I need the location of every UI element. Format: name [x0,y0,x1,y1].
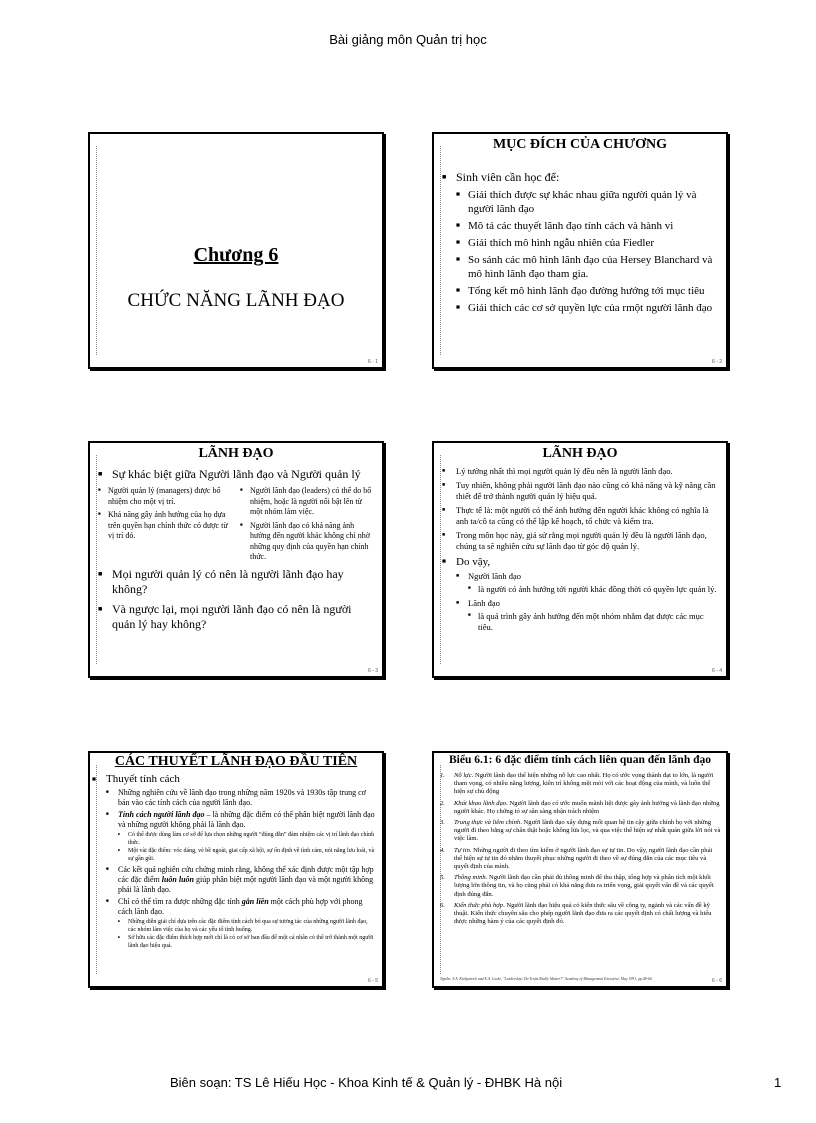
list-item [456,598,720,633]
item-term: Trung thực và liêm chính [454,819,521,827]
list-item: ■ Khả năng gây ảnh hưởng của họ dựa trên quyền hạn chính thức có được từ vị trí đó. [98,510,234,542]
slide-number: 6 - 2 [711,359,722,365]
list-item [440,847,722,872]
page-header: Bài giảng môn Quản trị học [329,32,487,47]
slide-3-title: LÃNH ĐẠO [198,446,274,461]
list-item [440,772,722,797]
list-item [106,897,377,950]
emphasis: luôn luôn [161,875,194,884]
emphasis: gắn liền [241,897,269,906]
list-item: ■ Thực tế là: một người có thể ảnh hưởng đến người khác không có nghĩa là anh ta/cô ta cũng có thể lập kế hoạch, tổ chức và kiểm tra. [442,505,720,527]
slide-1 [88,132,384,369]
slide-1-subtitle: CHỨC NĂNG LÃNH ĐẠO [127,290,345,311]
list-item: ■ Trong môn học này, giả sử rằng mọi người quản lý đều là người lãnh đạo, chúng ta sẽ nghiên cứu sự lãnh đạo từ góc độ quản lý. [442,530,720,552]
slide-2 [432,132,728,369]
list-item: ■ Giải thích mô hình ngẫu nhiên của Fiedler [456,236,720,250]
list-item: ■ Có thể được dùng làm cơ sở để lựa chọn những người “đúng đắn” đảm nhiệm các vị trí lãnh đạo chính thức. [118,831,377,847]
list-item: ■ Những nghiên cứu về lãnh đạo trong những năm 1920s và 1930s tập trung cơ bản vào các tính cách của người lãnh đạo. [106,788,377,808]
trait-term: Tính cách người lãnh đạo [118,810,205,819]
trait-def: – là những đặc điểm có thể phân biệt người lãnh đạo và những người không phải là lãnh đạo. [118,810,375,829]
list-item [440,902,722,927]
slide-3-point-2: ■ Mọi người quản lý có nên là người lãnh đạo hay không? [98,567,376,597]
slide-number: 6 - 4 [711,668,722,674]
list-item [440,800,722,816]
list-item [442,555,720,633]
slide-6-source: Nguồn: S.A. Kirkpatrick and E.A. Locke, "Leadership: Do Traits Really Matter?" Academy of Management Executive, May 1991, pp.48-60. [440,977,653,981]
item-text: . Những người đi theo tìm kiếm ở người lãnh đạo sự tự tin. Do vậy, người lãnh đạo cần phải thể hiện sự tự tin đó nhằm thuyết phục những người đi theo về sự đúng đắn của các mục tiêu và quyết định của mình. [454,846,713,871]
leader-label: Người lãnh đạo [468,571,522,581]
slide-4 [432,441,728,678]
item-term: Thông minh [454,874,486,882]
list-item: ■ Tuy nhiên, không phải người lãnh đạo nào cũng có khả năng và kỹ năng cần thiết để trở thành người quản lý hiệu quả. [442,480,720,502]
slide-3-point-1: ■ Sự khác biệt giữa Người lãnh đạo và Người quản lý [98,467,376,482]
list-item [440,874,722,899]
list-item: ■ Người lãnh đạo (leaders) có thể do bổ nhiệm, hoặc là người nổi bật lên từ một nhóm làm việc. [240,486,376,518]
item-number: 3. [440,819,445,827]
slide-3-point-3: ■ Và ngược lại, mọi người lãnh đạo có nên là người quản lý hay không? [98,602,376,632]
item-text: . Người lãnh đạo xây dựng mối quan hệ tin cậy giữa chính họ với những người đi theo bằng sự chân thật hoặc không lừa lọc, và qua việc thể hiện sự nhất quán giữa lời nói và việc làm. [454,819,721,843]
slide-5-theory: ■ Thuyết tính cách [92,773,377,786]
slide-5 [88,751,384,988]
item-term: Nỗ lực [454,772,472,779]
slide-number: 6 - 3 [367,668,378,674]
slide-number: 6 - 1 [367,359,378,365]
text: Chỉ có thể tìm ra được những đặc tính [118,897,242,906]
list-item: ■ Giải thích được sự khác nhau giữa người quản lý và người lãnh đạo [456,188,720,216]
slide-6 [432,751,728,988]
text: một cách phù hợp với phong cách lãnh đạo. [118,897,363,916]
list-item [106,810,377,863]
list-item: ■ Người lãnh đạo có khả năng ảnh hưởng đến người khác không chỉ nhờ những quy định của quyền hạn chính thức. [240,521,376,563]
slide-2-title: MỤC ĐÍCH CỦA CHƯƠNG [492,137,668,152]
item-term: Kiến thức phù hợp [454,901,504,909]
slide-6-title: Biểu 6.1: 6 đặc điểm tính cách liên quan đến lãnh đạo [449,754,711,766]
list-item [440,819,722,844]
item-term: Tự tin [454,846,470,854]
slide-number: 6 - 6 [711,978,722,984]
list-item: ■ Mô tả các thuyết lãnh đạo tính cách và hành vi [456,219,720,233]
slide-4-title: LÃNH ĐẠO [542,446,618,461]
slide-2-lead [442,170,720,315]
list-item: ■ Người quản lý (managers) được bổ nhiệm cho một vị trí. [98,486,234,507]
do-vay-text: Do vậy, [456,556,491,568]
slide-1-title: Chương 6 [193,244,279,266]
list-item: ■ là quá trình gây ảnh hưởng đến một nhóm nhằm đạt được các mục tiêu. [468,611,720,633]
item-text: . Người lãnh đạo có ước muốn mãnh liệt được gây ảnh hưởng và lãnh đạo những người khác. Họ chứng tỏ sự sẵn sàng nhận trách nhiệm [454,799,720,815]
list-item: ■ Lý tưởng nhất thì mọi người quản lý đều nên là người lãnh đạo. [442,466,720,477]
page-footer: Biên soạn: TS Lê Hiếu Học - Khoa Kinh tế & Quản lý - ĐHBK Hà nội [170,1075,563,1090]
item-text: . Người lãnh đạo thể hiện những nỗ lực cao nhất. Họ có ước vọng thành đạt to lớn, là người tham vọng, có nhiều năng lượng, kiên trì không mệt mỏi với các hoạt động của mình, và luôn thể hiện sự chủ động [454,772,714,796]
text: Các kết quả nghiên cứu chứng minh rằng, không thể xác định được một tập hợp các đặc điểm [118,865,374,884]
page-number: 1 [774,1075,782,1090]
item-number: 1. [440,772,445,779]
list-item [456,571,720,595]
item-text: . Người lãnh đạo cần phải đủ thông minh để thu thập, tổng hợp và phân tích một khối lượng lớn thông tin, và họ cũng phải có khả năng đưa ra triển vọng, giải quyết vấn đề và các quyết định đúng đắn. [454,874,714,898]
list-item: ■ So sánh các mô hình lãnh đạo của Hersey Blanchard và mô hình lãnh đạo tham gia. [456,253,720,281]
list-item: ■ Sở hữu các đặc điểm thích hợp mới chỉ là có cơ sở ban đầu để một cá nhân có thể trở thành một người lãnh đạo hiệu quả. [118,934,377,950]
item-number: 5. [440,874,445,882]
list-item: ■ là người có ảnh hưởng tới người khác đồng thời có quyền lực quản lý. [468,584,720,595]
slide-number: 6 - 5 [367,978,378,984]
lead-label: Lãnh đạo [468,598,500,608]
slide-5-title: CÁC THUYẾT LÃNH ĐẠO ĐẦU TIÊN [114,754,358,769]
list-item: ■ Tổng kết mô hình lãnh đạo đường hướng tới mục tiêu [456,284,720,298]
list-item: ■ Một vài đặc điểm: vóc dáng, vẻ bề ngoài, giai cấp xã hội, sự ổn định về tình cảm, nói năng lưu loát, và sự gần gũi. [118,847,377,863]
list-item: ■ Giải thích các cơ sở quyền lực của rmột người lãnh đạo [456,301,720,315]
text: giúp phân biệt một người lãnh đạo và một người không phải là lãnh đạo. [118,875,374,894]
item-number: 2. [440,799,445,807]
item-text: . Người lãnh đạo hiệu quả có kiến thức sâu về công ty, ngành và các vấn đề kỹ thuật. Kiến thức chuyên sâu cho phép người lãnh đạo đưa ra các quyết định có chất lượng và hiểu được những hàm ý của các quyết định đó. [454,901,712,926]
list-item [106,865,377,895]
item-number: 6. [440,901,445,909]
item-term: Khát khao lãnh đạo [454,799,507,807]
slide-2-lead-text: Sinh viên cần học để: [456,170,560,184]
slide-3 [88,441,384,678]
item-number: 4. [440,846,445,854]
list-item: ■ Những diễn giải chỉ dựa trên các đặc điểm tính cách bỏ qua sự tương tác của những người lãnh đạo, các nhóm làm việc của họ và các yếu tố tình huống. [118,918,377,934]
